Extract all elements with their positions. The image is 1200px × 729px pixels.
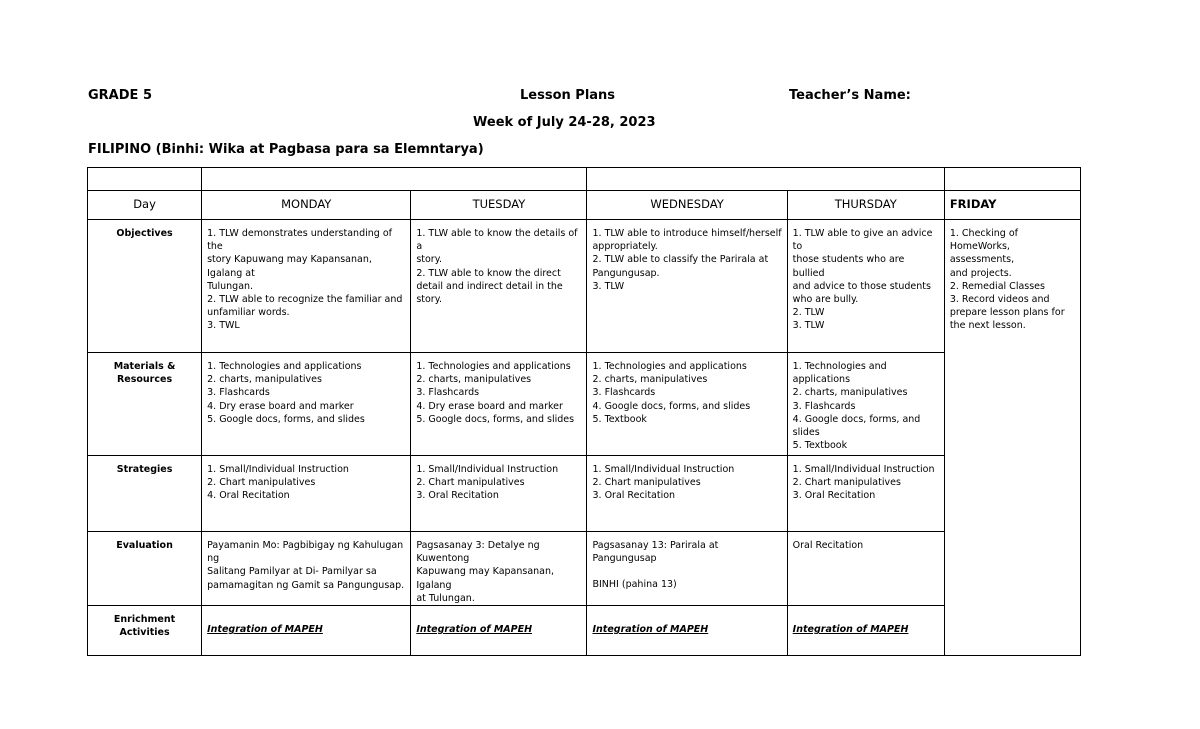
text-line: 5. Google docs, forms, and slides	[416, 413, 575, 425]
mapeh-integration-text: Integration of MAPEH	[416, 624, 533, 636]
monday-objectives	[202, 220, 411, 353]
text-line: detail and indirect detail in the	[416, 280, 563, 292]
text-line: appropriately.	[592, 241, 658, 253]
text-line: 2. Chart manipulatives	[792, 477, 901, 489]
text-line: 1. TLW able to know the details of a	[416, 228, 578, 253]
text-line: 3. TLW	[792, 320, 825, 332]
blank-cell	[88, 168, 202, 191]
day-column-header: Day	[88, 191, 202, 220]
text-line: Pangungusap.	[592, 267, 660, 279]
thursday-objectives	[787, 220, 944, 353]
text-line: 4. Oral Recitation	[207, 490, 290, 502]
text-line: 3. Oral Recitation	[416, 490, 499, 502]
text-line: Salitang Pamilyar at Di- Pamilyar sa	[207, 566, 377, 578]
text-line: 1. TLW able to give an advice to	[792, 228, 933, 253]
grade-label: GRADE 5	[88, 88, 152, 103]
objectives-label: Objectives	[88, 220, 202, 353]
text-line: 3. Flashcards	[416, 387, 480, 399]
friday-column-header: FRIDAY	[944, 191, 1080, 220]
enrichment-label: Enrichment Activities	[88, 606, 202, 656]
text-line: Oral Recitation	[792, 540, 864, 551]
mapeh-integration-text: Integration of MAPEH	[207, 624, 323, 636]
wednesday-evaluation	[587, 532, 787, 606]
blank-cell	[202, 168, 587, 191]
week-label: Week of July 24-28, 2023	[473, 115, 656, 130]
blank-cell	[587, 168, 944, 191]
thursday-enrichment	[787, 606, 944, 656]
text-line: 1. Technologies and applications	[792, 361, 887, 386]
tuesday-column-header: TUESDAY	[411, 191, 587, 220]
text-line: 4. Dry erase board and marker	[416, 400, 563, 412]
text-line: 1. TLW able to introduce himself/herself	[592, 228, 782, 239]
tuesday-enrichment	[411, 606, 587, 656]
thursday-evaluation	[787, 532, 944, 606]
text-line: 2. charts, manipulatives	[416, 374, 532, 386]
mapeh-integration-text: Integration of MAPEH	[792, 624, 909, 636]
text-line: 3. Oral Recitation	[792, 490, 876, 502]
subject-label: FILIPINO (Binhi: Wika at Pagbasa para sa Elemntarya)	[88, 142, 484, 157]
text-line: 2. Chart manipulatives	[207, 477, 316, 489]
text-line: 2. TLW able to classify the Parirala at	[592, 254, 769, 266]
blank-line	[592, 565, 781, 578]
text-line: story.	[416, 254, 442, 266]
evaluation-label: Evaluation	[88, 532, 202, 606]
materials-label: Materials & Resources	[88, 353, 202, 456]
text-line: BINHI (pahina 13)	[592, 579, 677, 591]
monday-enrichment	[202, 606, 411, 656]
text-line: 2. charts, manipulatives	[792, 387, 908, 399]
text-line: 2. Chart manipulatives	[416, 477, 525, 489]
text-line: 2. charts, manipulatives	[207, 374, 322, 386]
text-line: story.	[416, 294, 442, 306]
wednesday-strategies	[587, 456, 787, 532]
text-line: 2. TLW able to recognize the familiar and	[207, 294, 403, 306]
text-line: 1. Small/Individual Instruction	[416, 464, 559, 475]
text-line: 4. Dry erase board and marker	[207, 400, 354, 412]
wednesday-materials	[587, 353, 787, 456]
text-line: 1. Small/Individual Instruction	[792, 464, 935, 475]
objectives-row	[88, 220, 1081, 353]
thursday-column-header: THURSDAY	[787, 191, 944, 220]
wednesday-enrichment	[587, 606, 787, 656]
text-line: who are bully.	[792, 294, 859, 306]
text-line: prepare lesson plans for	[949, 307, 1065, 319]
text-line: 1. Checking of	[949, 228, 1019, 239]
thursday-materials	[787, 353, 944, 456]
document-title: Lesson Plans	[520, 88, 616, 103]
text-line: 5. Textbook	[592, 413, 647, 425]
text-line: 3. TWL	[207, 320, 240, 332]
text-line: 2. Remedial Classes	[949, 280, 1045, 292]
text-line: Payamanin Mo: Pagbibigay ng Kahulugan ng	[207, 540, 404, 565]
strategies-label: Strategies	[88, 456, 202, 532]
text-line: 3. Oral Recitation	[592, 490, 676, 502]
text-line: and advice to those students	[792, 280, 931, 292]
text-line: at Tulungan.	[416, 592, 475, 604]
materials-row	[88, 353, 1081, 456]
text-line: Pagsasanay 13: Parirala at Pangungusap	[592, 540, 719, 565]
tuesday-objectives	[411, 220, 587, 353]
teacher-name-label: Teacher’s Name:	[789, 88, 911, 103]
monday-column-header: MONDAY	[202, 191, 411, 220]
text-line: Kapuwang may Kapansanan, Igalang	[416, 566, 555, 591]
text-line: 3. Flashcards	[592, 387, 656, 399]
text-line: 3. Record videos and	[949, 294, 1050, 306]
text-line: 2. Chart manipulatives	[592, 477, 701, 489]
text-line: HomeWorks, assessments,	[949, 241, 1015, 266]
text-line: 2. charts, manipulatives	[592, 374, 708, 386]
text-line: 1. Small/Individual Instruction	[207, 464, 349, 475]
tuesday-evaluation	[411, 532, 587, 606]
text-line: 4. Google docs, forms, and slides	[792, 413, 921, 439]
lesson-plan-table	[87, 167, 1081, 656]
text-line: 4. Google docs, forms, and slides	[592, 400, 751, 412]
text-line: 1. TLW demonstrates understanding of the	[207, 228, 392, 253]
friday-activities	[944, 220, 1080, 656]
monday-materials	[202, 353, 411, 456]
text-line: 2. TLW	[792, 307, 825, 319]
monday-evaluation	[202, 532, 411, 606]
monday-strategies	[202, 456, 411, 532]
enrichment-row	[88, 606, 1081, 656]
text-line: story Kapuwang may Kapansanan, Igalang at	[207, 254, 372, 279]
text-line: 1. Technologies and applications	[416, 361, 571, 372]
text-line: the next lesson.	[949, 320, 1026, 332]
text-line: those students who are bullied	[792, 254, 905, 279]
text-line: 2. TLW able to know the direct	[416, 267, 561, 279]
text-line: unfamiliar words.	[207, 307, 290, 319]
day-header-row	[88, 191, 1081, 220]
mapeh-integration-text: Integration of MAPEH	[592, 624, 709, 636]
strategies-row	[88, 456, 1081, 532]
wednesday-column-header: WEDNESDAY	[587, 191, 787, 220]
text-line: 1. Technologies and applications	[207, 361, 362, 372]
text-line: and projects.	[949, 267, 1012, 279]
text-line: 3. TLW	[592, 280, 625, 292]
text-line: pamamagitan ng Gamit sa Pangungusap.	[207, 579, 405, 591]
wednesday-objectives	[587, 220, 787, 353]
thursday-strategies	[787, 456, 944, 532]
blank-cell	[944, 168, 1080, 191]
evaluation-row	[88, 532, 1081, 606]
blank-header-row	[88, 168, 1081, 191]
text-line: 5. Google docs, forms, and slides	[207, 413, 365, 425]
text-line: 3. Flashcards	[207, 387, 270, 399]
tuesday-materials	[411, 353, 587, 456]
text-line: Pagsasanay 3: Detalye ng Kuwentong	[416, 540, 540, 565]
text-line: 5. Textbook	[792, 440, 848, 452]
text-line: 1. Small/Individual Instruction	[592, 464, 735, 475]
text-line: 1. Technologies and applications	[592, 361, 747, 372]
text-line: 3. Flashcards	[792, 400, 856, 412]
text-line: Tulungan.	[207, 280, 254, 292]
tuesday-strategies	[411, 456, 587, 532]
